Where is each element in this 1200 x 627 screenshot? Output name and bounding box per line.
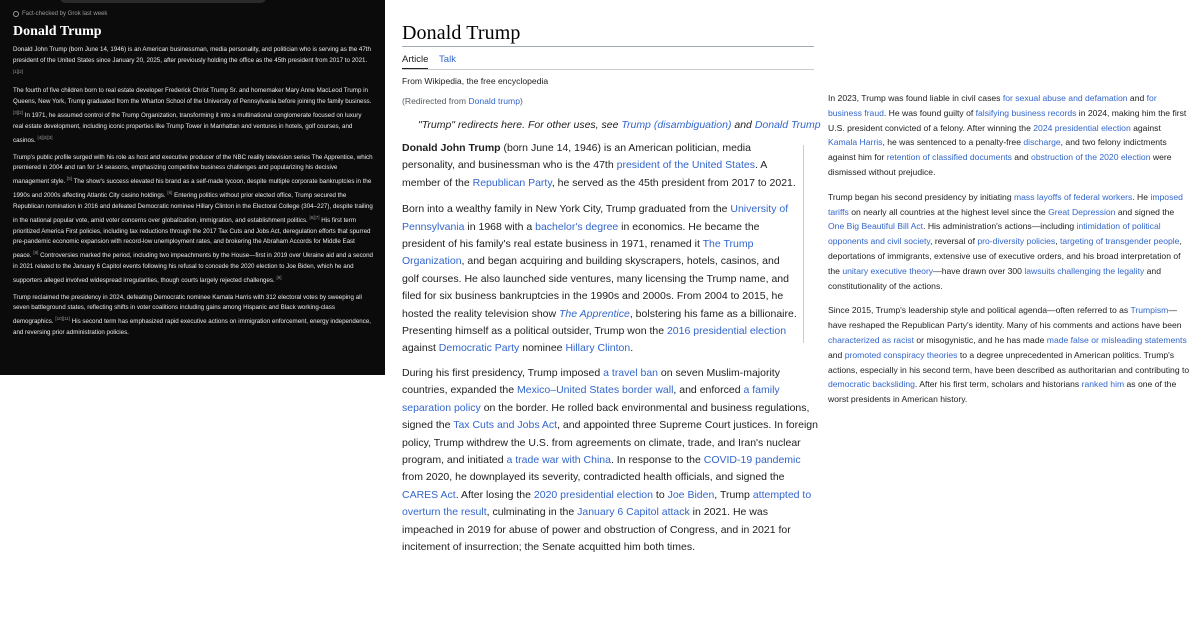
article-link[interactable]: characterized as racist xyxy=(828,334,914,345)
ref-link[interactable]: [4][2][3] xyxy=(37,134,53,140)
article-link[interactable]: ranked him xyxy=(1081,379,1125,390)
ref-link[interactable]: [8] xyxy=(33,250,39,256)
article-link[interactable]: Hillary Clinton xyxy=(565,342,631,355)
ref-link[interactable]: [6] xyxy=(167,190,173,196)
grok-paragraph: Trump's public profile surged with his role as host and executive producer of the NBC reality television series The Apprentice, which premiered in 2004 and ran for 14 seasons, emphasizing competitive business challenges and popularizing his decisive management style. [5] The show's success elevated his brand as a self-made tycoon, despite multiple corporate bankruptcies in the 1990s and 2000s affecting Atlantic City casino holdings. [6] Entering politics without prior elected office, Trump secured the Republican nomination in 2016 and defeated Democratic nominee Hillary Clinton in the Electoral College (304–227), despite trailing in the national popular vote, amid voter concerns over globalization, immigration, and establishment politics. [6][7] His first term prioritized America First policies, including tax reductions through the 2017 Tax Cuts and Jobs Act, deregulation efforts that spurred pre-pandemic economic expansion with record-low unemployment rates, and brokering the Abraham Accords for Middle East peace. [8] Controversies marked the period, including two impeachments by the House—first in 2019 over Ukraine aid and a second in 2021 related to the January 6 Capitol events following his refusal to concede the 2020 election to Joe Biden, which he and supporters alleged involved widespread irregularities, though courts largely rejected challenges. [9] xyxy=(13,153,373,284)
article-paragraph: Born into a wealthy family in New York City, Trump graduated from the University of Pennsylvania in 1968 with a bachelor's degree in economics. He became the president of his family's real estate business in 1971, renamed it The Trump Organization, and began acquiring and building skyscrapers, hotels, casinos, and golf courses. He also launched side ventures, many licensing the Trump name, and filed for six business bankruptcies in the 1990s and 2000s. From 2004 to 2015, he hosted the reality television show The Apprentice, bolstering his fame as a billionaire. Presenting himself as a political outsider, Trump won the 2016 presidential election against Democratic Party nominee Hillary Clinton. xyxy=(402,203,797,355)
lead-paragraph: Donald John Trump (born June 14, 1946) is an American politician, media personality, and businessman who is the 47th president of the United States. A member of the Republican Party, he served as the 45th president from 2017 to 2021. xyxy=(402,142,796,189)
article-link[interactable]: democratic backsliding xyxy=(828,379,915,390)
article-link[interactable]: lawsuits challenging the legality xyxy=(1024,265,1145,276)
grok-paragraph: Trump reclaimed the presidency in 2024, defeating Democratic nominee Kamala Harris with 312 electoral votes by sweeping all seven battleground states, reflecting shifts in voter coalitions including gains among Hispanic and Black working-class demographics. [10][11] His second term has emphasized rapid executive actions on immigration enforcement, energy independence, and reversing prior administration policies. xyxy=(13,293,371,337)
article-link[interactable]: intimidation of political opponents and civil society xyxy=(828,221,1161,247)
redirect-notice: (Redirected from Donald trump) xyxy=(402,96,523,106)
ref-link[interactable]: [9] xyxy=(276,274,282,280)
ref-link[interactable]: [5] xyxy=(67,176,73,182)
article-link[interactable]: for business fraud xyxy=(828,93,1157,118)
title-divider xyxy=(402,46,814,47)
article-link[interactable]: a trade war with China xyxy=(506,453,611,466)
article-paragraph: In 2023, Trump was found liable in civil cases for sexual abuse and defamation and for business fraud. He was found guilty of falsifying business records in 2024, making him the first U.S. president convicted of a felony. After winning the 2024 presidential election against Kamala Harris, he was sentenced to a penalty-free discharge, and two felony indictments against him for retention of classified documents and obstruction of the 2020 election were dismissed without prejudice. xyxy=(828,93,1187,177)
article-link[interactable]: for sexual abuse and defamation xyxy=(1002,93,1128,103)
article-link[interactable]: One Big Beautiful Bill Act xyxy=(828,221,924,232)
redirect-source-link[interactable]: Donald trump xyxy=(468,96,520,106)
article-link[interactable]: unitary executive theory xyxy=(842,265,934,276)
article-link[interactable]: obstruction of the 2020 election xyxy=(1031,152,1151,163)
article-paragraph: Since 2015, Trump's leadership style and political agenda—often referred to as Trumpism—have reshaped the Republican Party's identity. Many of his comments and actions have been characterized as racist or misogynistic, and he has made made false or misleading statements and promoted conspiracy theories to a degree unprecedented in American politics. Trump's actions, especially in his second term, have been described as authoritarian and contributing to democratic backsliding. After his first term, scholars and historians ranked him as one of the worst presidents in American history. xyxy=(828,305,1190,405)
article-link[interactable]: University of Pennsylvania xyxy=(402,203,789,233)
article-link[interactable]: discharge xyxy=(1023,137,1061,148)
hatnote: "Trump" redirects here. For other uses, see Trump (disambiguation) and Donald Trump xyxy=(418,119,821,131)
article-link[interactable]: retention of classified documents xyxy=(886,152,1012,163)
article-link[interactable]: Kamala Harris xyxy=(828,137,883,148)
ref-link[interactable]: [1][2] xyxy=(13,68,24,74)
article-link[interactable]: mass layoffs of federal workers xyxy=(1013,191,1133,202)
article-body xyxy=(402,140,822,565)
fact-check-label: Fact-checked by Grok last week xyxy=(22,11,108,17)
page-title: Donald Trump xyxy=(402,22,521,44)
article-paragraph: Trump began his second presidency by initiating mass layoffs of federal workers. He imposed tariffs on nearly all countries at the highest level since the Great Depression and signed the One Big Beautiful Bill Act. His administration's actions—including intimidation of political opponents and civil society, reversal of pro-diversity policies, targeting of transgender people, deportations of immigrants, extensive use of executive orders, and his broad interpretation of the unitary executive theory—have drawn over 300 lawsuits challenging the legality and constitutionality of the actions. xyxy=(828,191,1183,291)
tabs-divider xyxy=(402,69,814,70)
article-link[interactable]: pro-diversity policies xyxy=(977,236,1056,247)
grok-paragraph: The fourth of five children born to real estate developer Frederick Christ Trump Sr. and homemaker Mary Anne MacLeod Trump in Queens, New York, Trump graduated from the Wharton School of the University of Pennsylvania before joining the family business. [3][2] In 1971, he assumed control of the Trump Organization, transforming it into a multinational conglomerate focused on luxury real estate development, including iconic properties like Trump Tower in Manhattan and ventures in hotels, golf courses, and casinos. [4][2][3] xyxy=(13,87,372,144)
article-link[interactable]: Republican Party xyxy=(472,176,552,189)
ref-link[interactable]: [3][2] xyxy=(13,110,24,116)
article-link[interactable]: 2016 presidential election xyxy=(666,325,787,338)
fact-check-notice xyxy=(13,11,373,17)
ref-link[interactable]: [6][7] xyxy=(309,214,320,220)
article-link[interactable]: bachelor's degree xyxy=(535,220,619,233)
grokipedia-panel xyxy=(0,0,385,375)
article-link[interactable]: Joe Biden xyxy=(667,488,715,501)
article-link[interactable]: The Trump Organization xyxy=(402,238,754,268)
article-link[interactable]: COVID-19 pandemic xyxy=(703,453,801,466)
grok-title: Donald Trump xyxy=(13,24,102,39)
tab-talk[interactable]: Talk xyxy=(439,54,456,65)
article-link[interactable]: attempted to overturn the result xyxy=(402,488,812,519)
article-link[interactable]: falsifying business records xyxy=(975,107,1077,118)
top-bar xyxy=(60,0,266,3)
article-link[interactable]: made false or misleading statements xyxy=(1046,334,1187,345)
article-link[interactable]: CARES Act xyxy=(402,488,456,501)
article-link[interactable]: a family separation policy xyxy=(402,384,780,414)
article-link[interactable]: Trumpism xyxy=(1130,305,1169,316)
article-link[interactable]: The Apprentice xyxy=(559,307,630,320)
article-link[interactable]: Tax Cuts and Jobs Act xyxy=(453,419,558,432)
article-link[interactable]: imposed tariffs xyxy=(828,191,1183,217)
article-link[interactable]: Great Depression xyxy=(1048,206,1116,217)
article-link[interactable]: January 6 Capitol attack xyxy=(577,506,690,519)
clock-icon xyxy=(13,11,19,17)
site-subtitle: From Wikipedia, the free encyclopedia xyxy=(402,76,549,86)
article-link[interactable]: a travel ban xyxy=(603,366,659,379)
article-link[interactable]: promoted conspiracy theories xyxy=(844,349,958,360)
grok-paragraph: Donald John Trump (born June 14, 1946) is an American businessman, media personality, and politician who is serving as the 47th president of the United States since January 20, 2025, after previously holding the office as the 45th president from 2017 to 2021. [1][2] xyxy=(13,46,371,74)
article-continuation xyxy=(828,91,1190,417)
article-link[interactable]: Democratic Party xyxy=(438,342,520,355)
article-link[interactable]: targeting of transgender people xyxy=(1060,236,1180,247)
ref-link[interactable]: [10][11] xyxy=(55,316,71,322)
article-paragraph: During his first presidency, Trump imposed a travel ban on seven Muslim-majority countries, expanded the Mexico–United States border wall, and enforced a family separation policy on the border. He rolled back environmental and business regulations, signed the Tax Cuts and Jobs Act, and appointed three Supreme Court justices. In foreign policy, Trump withdrew the U.S. from agreements on climate, trade, and Iran's nuclear program, and initiated a trade war with China. In response to the COVID-19 pandemic from 2020, he downplayed its severity, contradicted health officials, and signed the CARES Act. After losing the 2020 presidential election to Joe Biden, Trump attempted to overturn the result, culminating in the January 6 Capitol attack in 2021. He was impeached in 2019 for abuse of power and obstruction of Congress, and in 2021 for incitement of insurrection; the Senate acquitted him both times. xyxy=(402,366,818,553)
article-link[interactable]: president of the United States xyxy=(616,159,755,172)
wikipedia-article xyxy=(402,0,822,553)
article-link[interactable]: 2024 presidential election xyxy=(1033,122,1131,133)
namespace-tabs xyxy=(402,54,464,69)
article-link[interactable]: Mexico–United States border wall xyxy=(517,384,674,397)
disambiguation-link[interactable]: Trump (disambiguation) xyxy=(621,119,732,131)
article-link[interactable]: 2020 presidential election xyxy=(533,488,653,501)
tab-article[interactable]: Article xyxy=(402,54,428,69)
donald-trump-link[interactable]: Donald Trump xyxy=(754,119,821,131)
